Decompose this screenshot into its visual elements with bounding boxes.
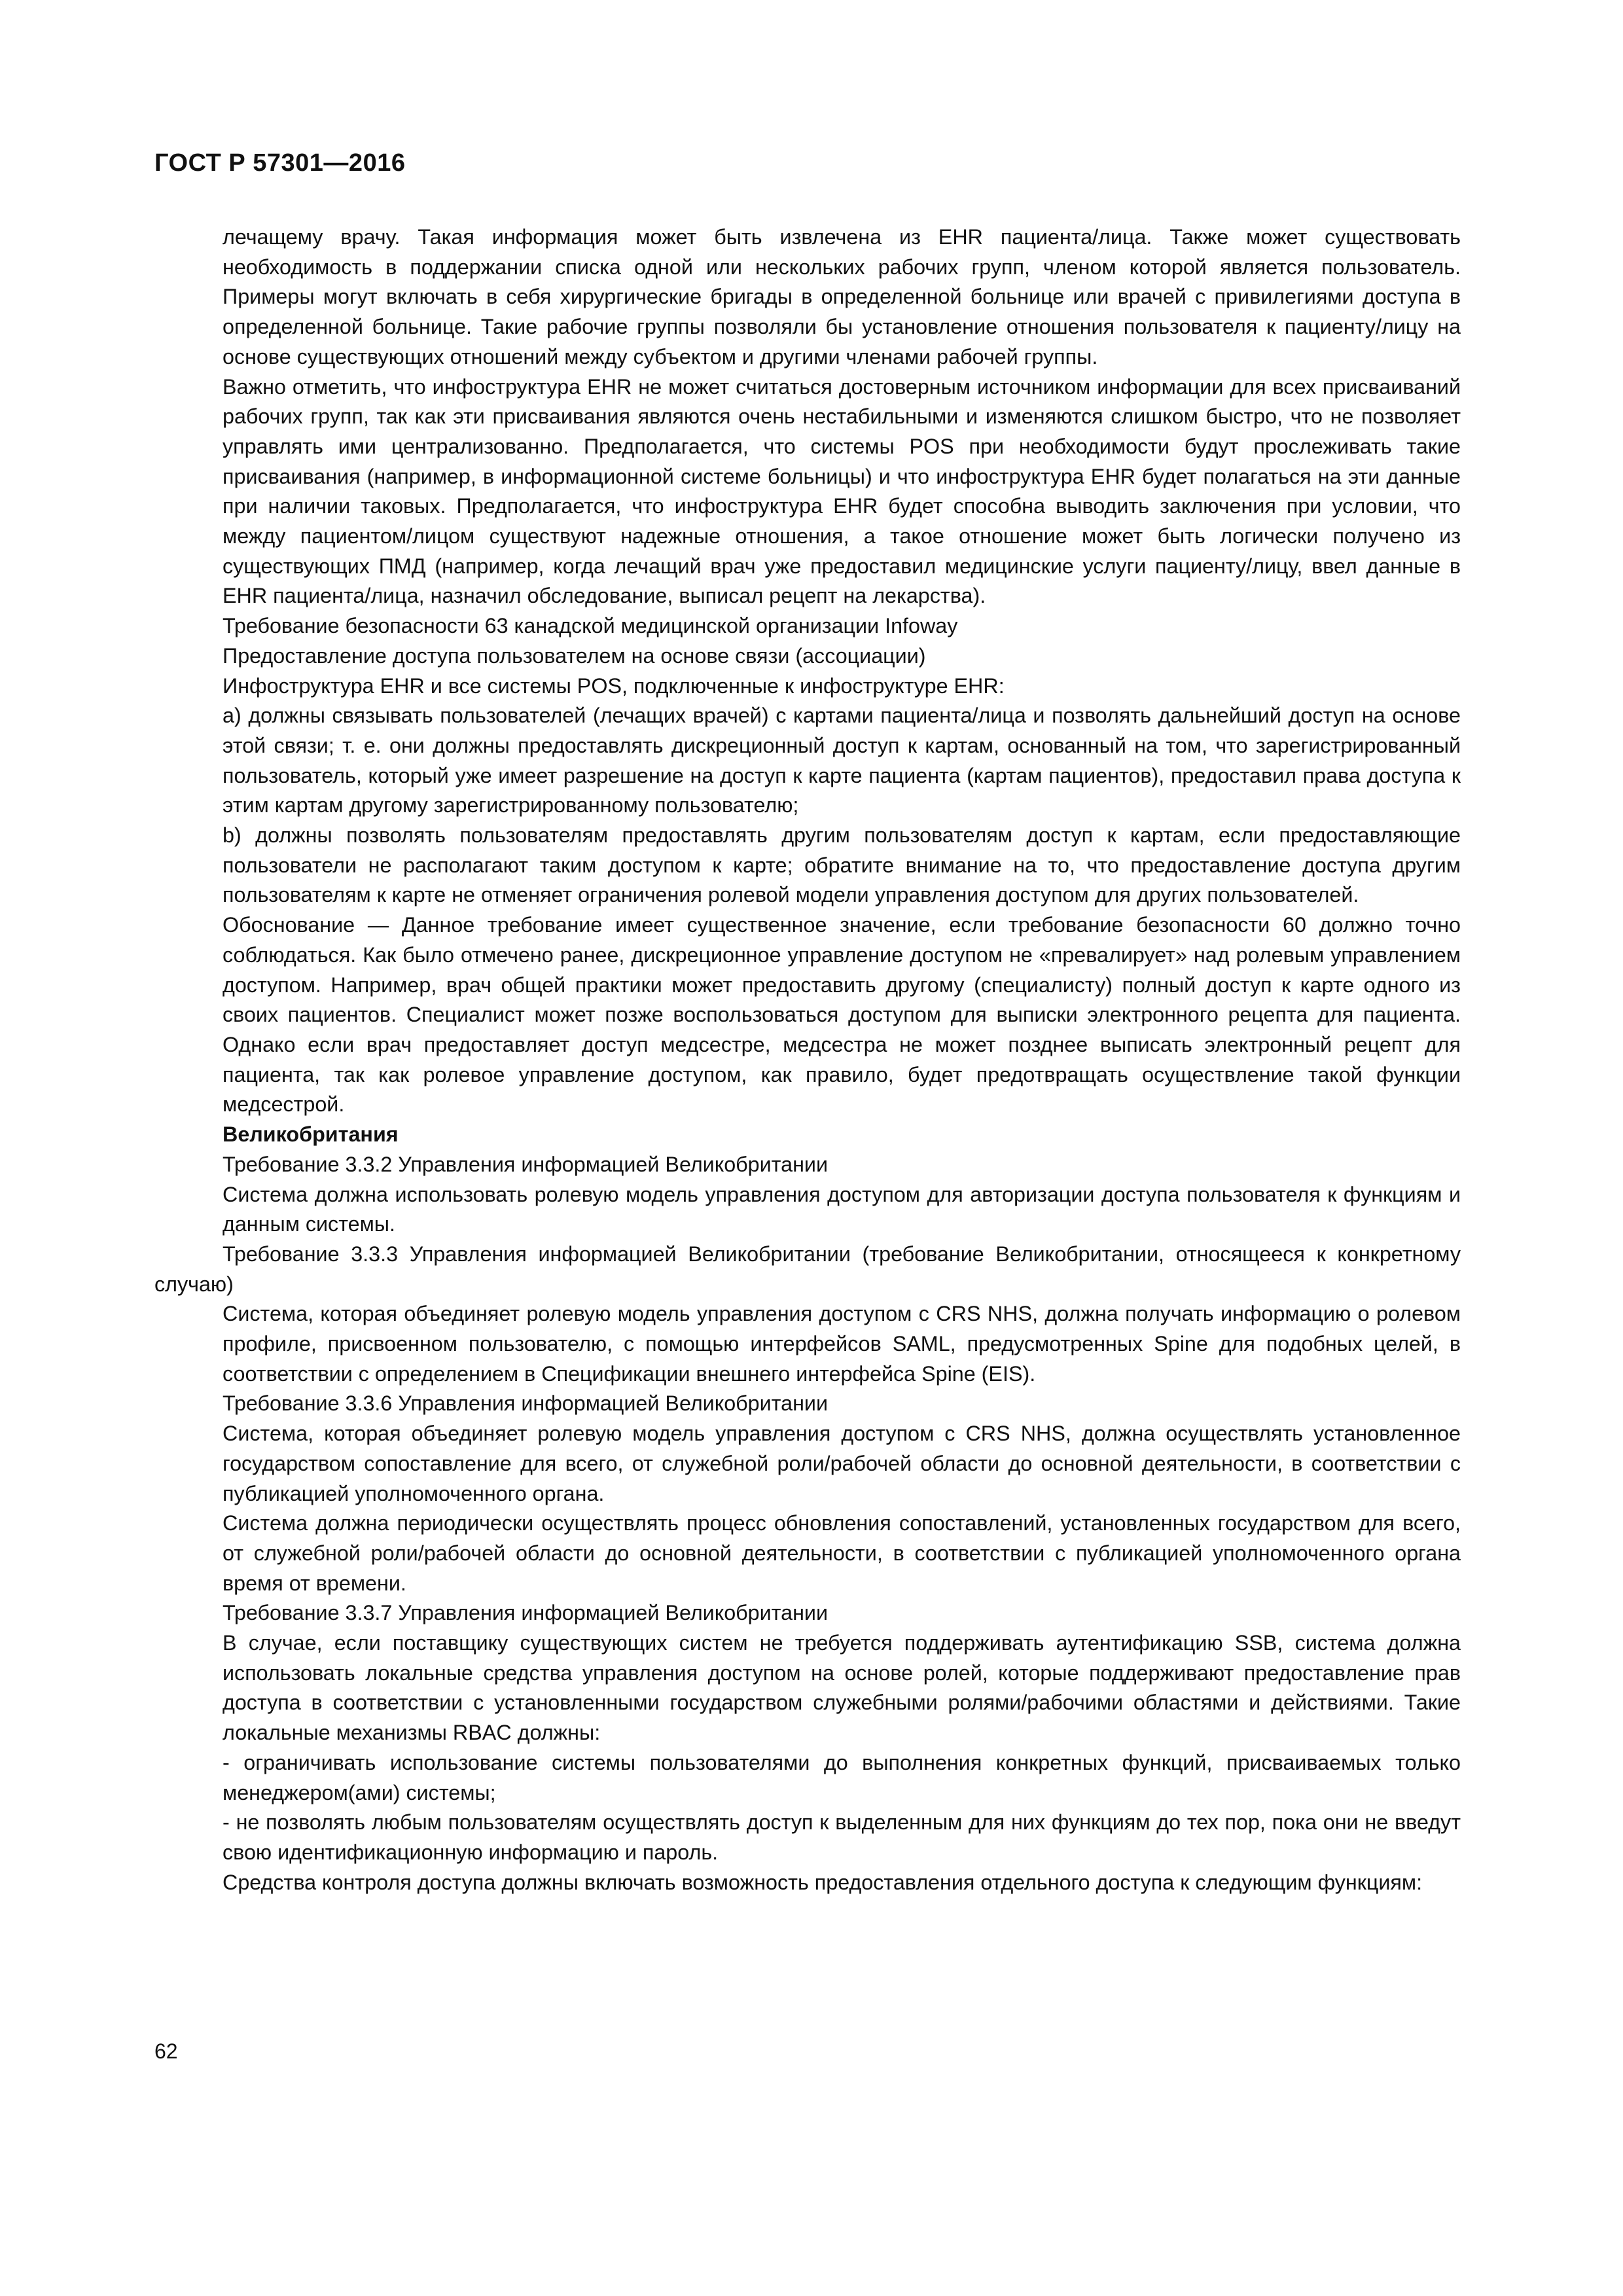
standard-code-header: ГОСТ Р 57301—2016	[154, 149, 406, 177]
list-item-dash-1: - ограничивать использование системы пользователями до выполнения конкретных функций, присваиваемых только менеджером(ами) системы;	[223, 1750, 1461, 1804]
page-number: 62	[154, 2039, 178, 2063]
document-body	[154, 223, 1461, 1897]
requirement-heading-infoway-63: Требование безопасности 63 канадской медицинской организации Infoway	[223, 614, 958, 638]
requirement-title-association-access: Предоставление доступа пользователем на основе связи (ассоциации)	[223, 643, 926, 668]
rationale-paragraph: Обоснование — Данное требование имеет существенное значение, если требование безопасности 60 должно точно соблюдаться. Как было отмечено ранее, дискреционное управление доступом не «превалирует» над ролевым управлением доступом. Например, врач общей практики может предоставить другому (специалисту) полный доступ к карте одного из своих пациентов. Специалист может позже воспользоваться доступом для выписки электронного рецепта для пациента. Однако если врач предоставляет доступ медсестре, медсестра не может позднее выписать электронный рецепт для пациента, так как ролевое управление доступом, как правило, будет предотвращать осуществление такой функции медсестрой.	[223, 913, 1461, 1117]
section-heading-uk: Великобритания	[223, 1122, 399, 1147]
list-item-b: b) должны позволять пользователям предоставлять другим пользователям доступ к картам, если предоставляющие пользователи не располагают таким доступом к карте; обратите внимание на то, что предоставление доступа другим пользователям к карте не отменяет ограничения ролевой модели управления доступом для других пользователей.	[223, 823, 1461, 907]
requirement-text-3-3-6-a: Система, которая объединяет ролевую модель управления доступом с CRS NHS, должна осуществлять установленное государством сопоставление для всего, от служебной роли/рабочей области до основной деятельности, в соответствии с публикацией уполномоченного органа.	[223, 1422, 1461, 1505]
requirement-heading-3-3-7: Требование 3.3.7 Управления информацией Великобритании	[223, 1601, 828, 1625]
requirement-text-3-3-2: Система должна использовать ролевую модель управления доступом для авторизации доступа пользователя к функциям и данным системы.	[223, 1182, 1461, 1236]
access-control-paragraph: Средства контроля доступа должны включать возможность предоставления отдельного доступа к следующим функциям:	[223, 1870, 1423, 1894]
paragraph-continuation: лечащему врачу. Такая информация может быть извлечена из EHR пациента/лица. Также может существовать необходимость в поддержании списка одной или нескольких рабочих групп, членом которой является пользователь. Примеры могут включать в себя хирургические бригады в определенной больнице или врачей с привилегиями доступа в определенной больнице. Такие рабочие группы позволяли бы установление отношения пользователя к пациенту/лицу на основе существующих отношений между субъектом и другими членами рабочей группы.	[223, 225, 1461, 368]
requirement-heading-3-3-6: Требование 3.3.6 Управления информацией Великобритании	[223, 1391, 828, 1416]
requirement-intro: Инфоструктура EHR и все системы POS, подключенные к инфоструктуре EHR:	[223, 673, 1005, 698]
requirement-text-3-3-6-b: Система должна периодически осуществлять процесс обновления сопоставлений, установленных государством для всего, от служебной роли/рабочей области до основной деятельности, в соответствии с публикацией уполномоченного органа время от времени.	[223, 1511, 1461, 1595]
paragraph-ehr-infostructure: Важно отметить, что инфоструктура EHR не может считаться достоверным источником информации для всех присваиваний рабочих групп, так как эти присваивания являются очень нестабильными и изменяются слишком быстро, что не позволяет управлять ими централизованно. Предполагается, что системы POS при необходимости будут прослеживать такие присваивания (например, в информационной системе больницы) и что инфоструктура EHR будет полагаться на эти данные при наличии таковых. Предполагается, что инфоструктура EHR будет способна выводить заключения при условии, что между пациентом/лицом существуют надежные отношения, а такое отношение может быть логически получено из существующих ПМД (например, когда лечащий врач уже предоставил медицинские услуги пациенту/лицу, ввел данные в EHR пациента/лица, назначил обследование, выписал рецепт на лекарства).	[223, 374, 1461, 608]
requirement-text-3-3-7: В случае, если поставщику существующих систем не требуется поддерживать аутентификацию SSB, система должна использовать локальные средства управления доступом на основе ролей, которые поддерживают предоставление прав доступа в соответствии с установленными государством служебными ролями/рабочими областями и действиями. Такие локальные механизмы RBAC должны:	[223, 1631, 1461, 1745]
list-item-a: a) должны связывать пользователей (лечащих врачей) с картами пациента/лица и позволять дальнейший доступ на основе этой связи; т. е. они должны предоставлять дискреционный доступ к картам, основанный на том, что зарегистрированный пользователь, который уже имеет разрешение на доступ к карте пациента (картам пациентов), предоставил права доступа к этим картам другому зарегистрированному пользователю;	[223, 704, 1461, 817]
list-item-dash-2: - не позволять любым пользователям осуществлять доступ к выделенным для них функциям до тех пор, пока они не введут свою идентификационную информацию и пароль.	[223, 1810, 1461, 1864]
requirement-heading-3-3-2: Требование 3.3.2 Управления информацией Великобритании	[223, 1152, 828, 1176]
requirement-text-3-3-3: Система, которая объединяет ролевую модель управления доступом с CRS NHS, должна получать информацию о ролевом профиле, присвоенном пользователю, с помощью интерфейсов SAML, предусмотренных Spine для подобных целей, в соответствии с определением в Спецификации внешнего интерфейса Spine (EIS).	[223, 1302, 1461, 1386]
requirement-heading-3-3-3: Требование 3.3.3 Управления информацией Великобритании (требование Великобритании, относящееся к конкретному случаю)	[154, 1242, 1461, 1296]
